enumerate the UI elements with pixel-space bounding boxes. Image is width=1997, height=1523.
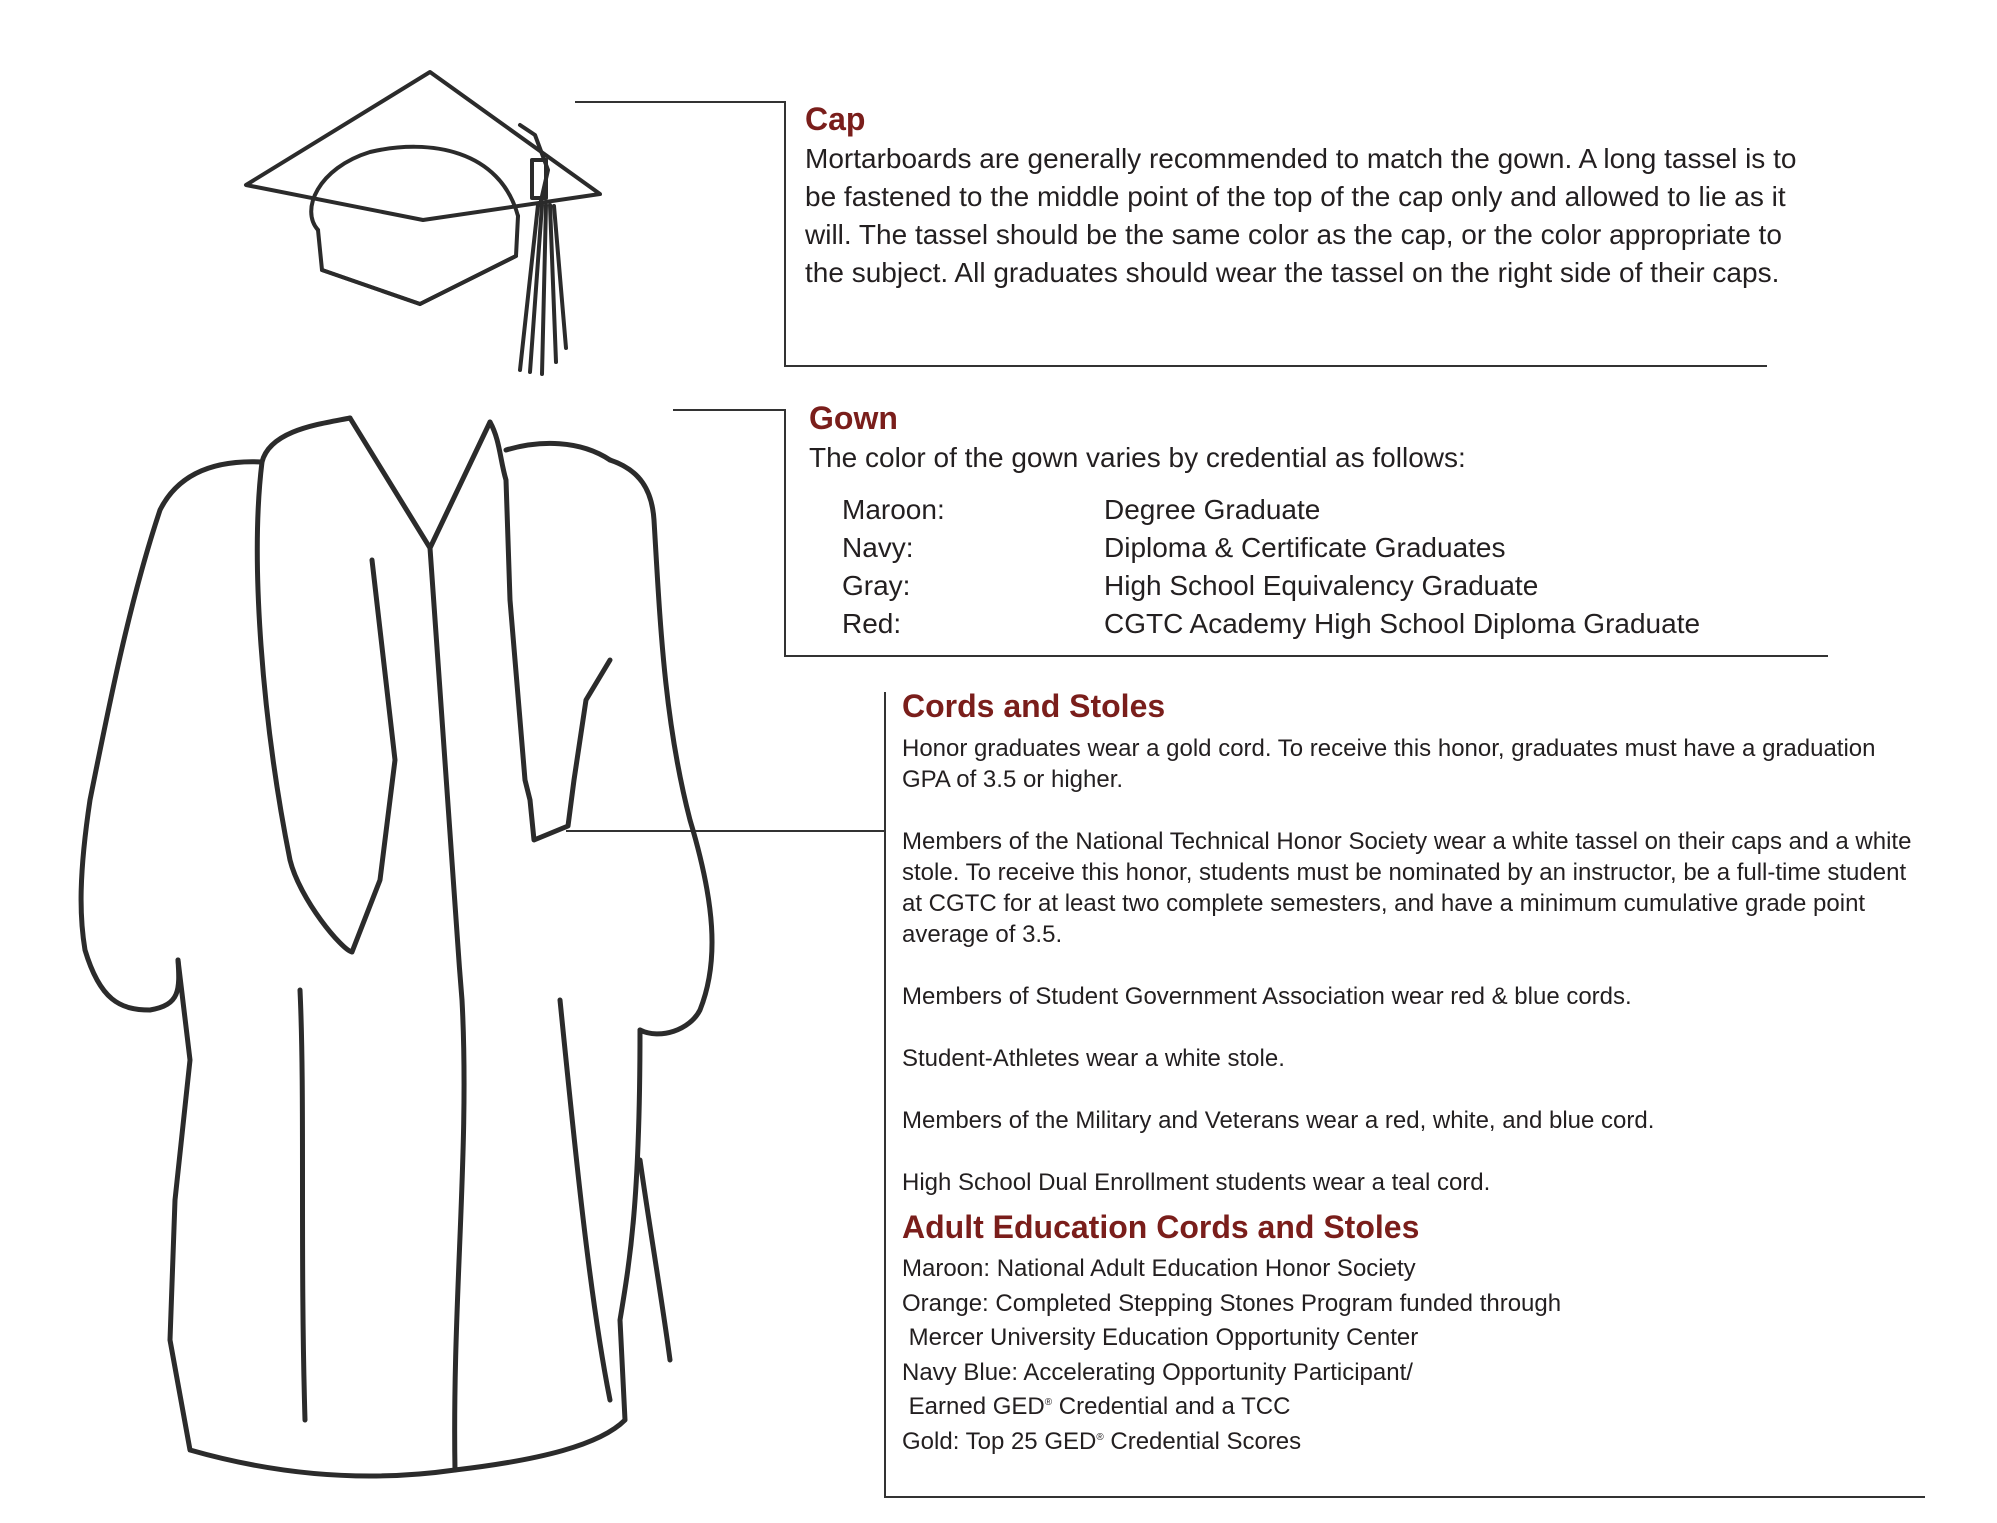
gown-section (809, 399, 1809, 643)
cords-paragraph-dual-enrollment: High School Dual Enrollment students wear a teal cord. (902, 1169, 1491, 1196)
adult-education-list (902, 1252, 1912, 1459)
gown-color-label: Navy: (842, 532, 914, 563)
cap-description: Mortarboards are generally recommended to match the gown. A long tassel is to be fastened to the middle point of the top of the cap only and allowed to lie as it will. The tassel should be the same color as the cap, or the color appropriate to the subject. All graduates should wear the tassel on the right side of their caps. (805, 143, 1797, 288)
adult-item-gold (902, 1425, 1912, 1460)
adult-text: Credential Scores (1103, 1427, 1302, 1455)
gown-color-label: Gray: (842, 570, 911, 601)
adult-item-orange: Orange: Completed Stepping Stones Program funded through (902, 1289, 1562, 1317)
gown-color-table (842, 491, 1809, 643)
cap-icon (246, 72, 600, 374)
gown-color-label: Maroon: (842, 494, 945, 525)
gown-icon (81, 418, 712, 1476)
adult-item-navy-blue: Navy Blue: Accelerating Opportunity Participant/ (902, 1358, 1413, 1386)
gown-color-label: Red: (842, 608, 902, 639)
cords-paragraph-military: Members of the Military and Veterans wear a red, white, and blue cord. (902, 1107, 1655, 1134)
gown-row-red (842, 605, 1809, 643)
adult-text: Earned GED (902, 1393, 1045, 1420)
cords-paragraph-nths: Members of the National Technical Honor Society wear a white tassel on their caps and a white stole. To receive this honor, students must be nominated by an instructor, be a full-time student at CGTC for at least two complete semesters, and have a minimum cumulative grade point average of 3.5. (902, 828, 1912, 948)
gown-row-gray (842, 567, 1809, 605)
registered-mark: ® (1044, 1397, 1053, 1408)
cords-paragraph-athletes: Student-Athletes wear a white stole. (902, 1045, 1285, 1072)
gown-heading: Gown (809, 400, 898, 436)
adult-item-orange-continued: Mercer University Education Opportunity Center (902, 1324, 1419, 1351)
cords-paragraph-honor: Honor graduates wear a gold cord. To receive this honor, graduates must have a graduation GPA of 3.5 or higher. (902, 735, 1876, 793)
gown-credential: Degree Graduate (1104, 494, 1321, 525)
cords-section (902, 687, 1912, 1459)
cap-section (805, 100, 1805, 292)
cords-paragraphs (902, 733, 1912, 1198)
cords-paragraph-sga: Members of Student Government Association wear red & blue cords. (902, 983, 1632, 1010)
adult-item-maroon: Maroon: National Adult Education Honor Society (902, 1255, 1416, 1282)
gown-row-maroon (842, 491, 1809, 529)
adult-education-heading: Adult Education Cords and Stoles (902, 1209, 1420, 1245)
gown-row-navy (842, 529, 1809, 567)
gown-credential: CGTC Academy High School Diploma Graduate (1104, 608, 1701, 639)
adult-item-navy-blue-continued (902, 1390, 1912, 1425)
registered-mark: ® (1096, 1431, 1104, 1443)
cords-heading: Cords and Stoles (902, 688, 1166, 724)
gown-credential: Diploma & Certificate Graduates (1104, 532, 1506, 563)
gown-credential: High School Equivalency Graduate (1104, 570, 1539, 601)
gown-intro: The color of the gown varies by credential as follows: (809, 442, 1466, 473)
adult-text: Credential and a TCC (1052, 1393, 1291, 1420)
cap-heading: Cap (805, 101, 866, 137)
adult-text: Gold: Top 25 GED (902, 1427, 1097, 1455)
